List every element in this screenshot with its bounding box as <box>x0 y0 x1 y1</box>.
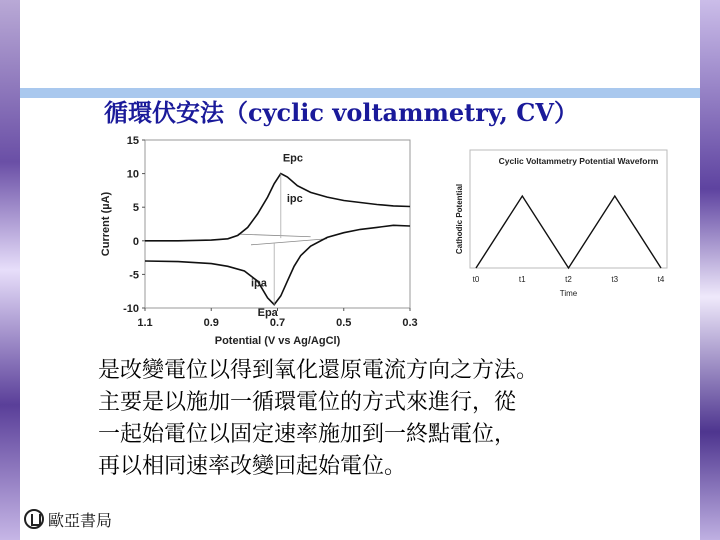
waveform-x-label: Time <box>559 289 578 298</box>
cv-plot-frame <box>145 140 410 308</box>
waveform-tick-label: t1 <box>518 275 526 284</box>
waveform-tick-label: t4 <box>657 275 665 284</box>
y-tick-label: 0 <box>132 235 139 248</box>
waveform-title: Cyclic Voltammetry Potential Waveform <box>498 156 659 166</box>
waveform-tick-label: t3 <box>611 275 619 284</box>
waveform-series-line <box>476 196 661 268</box>
body-text <box>98 355 658 483</box>
y-axis-label: Current (µA) <box>100 191 112 257</box>
x-tick-label: 0.3 <box>402 317 418 329</box>
cv-chart <box>95 130 675 360</box>
epc-label: Epc <box>282 152 303 165</box>
y-tick-label: -5 <box>129 269 139 282</box>
y-tick-label: 15 <box>126 135 139 147</box>
body-line: 是改變電位以得到氧化還原電流方向之方法。 <box>98 358 539 383</box>
body-line: 主要是以施加一循環電位的方式來進行，從 <box>98 390 517 415</box>
y-tick-label: 10 <box>126 168 139 181</box>
y-tick-label: 5 <box>132 202 139 215</box>
ipa-label: ipa <box>251 277 267 290</box>
waveform-tick-label: t2 <box>565 275 572 284</box>
x-tick-label: 0.5 <box>336 317 352 329</box>
right-decorative-border <box>700 0 720 540</box>
ipc-label: ipc <box>286 192 303 205</box>
waveform-y-label: Cathodic Potential <box>455 183 464 255</box>
figure-area <box>95 130 675 360</box>
body-line: 一起始電位以固定速率施加到一終點電位， <box>98 422 517 447</box>
x-tick-label: 1.1 <box>137 317 153 329</box>
logo-icon <box>24 509 44 529</box>
x-axis-label: Potential (V vs Ag/AgCl) <box>214 335 341 347</box>
publisher-logo <box>24 506 112 532</box>
x-tick-label: 0.9 <box>203 317 219 329</box>
body-line: 再以相同速率改變回起始電位。 <box>98 454 407 479</box>
left-decorative-border <box>0 0 20 540</box>
y-tick-label: -10 <box>123 303 139 315</box>
slide-title: 循環伏安法（cyclic voltammetry, CV） <box>104 98 578 127</box>
logo-text: 歐亞書局 <box>48 510 113 530</box>
waveform-tick-label: t0 <box>472 275 480 284</box>
x-tick-label: 0.7 <box>269 317 286 329</box>
waveform-frame <box>470 150 667 268</box>
epa-label: Epa <box>257 307 278 320</box>
